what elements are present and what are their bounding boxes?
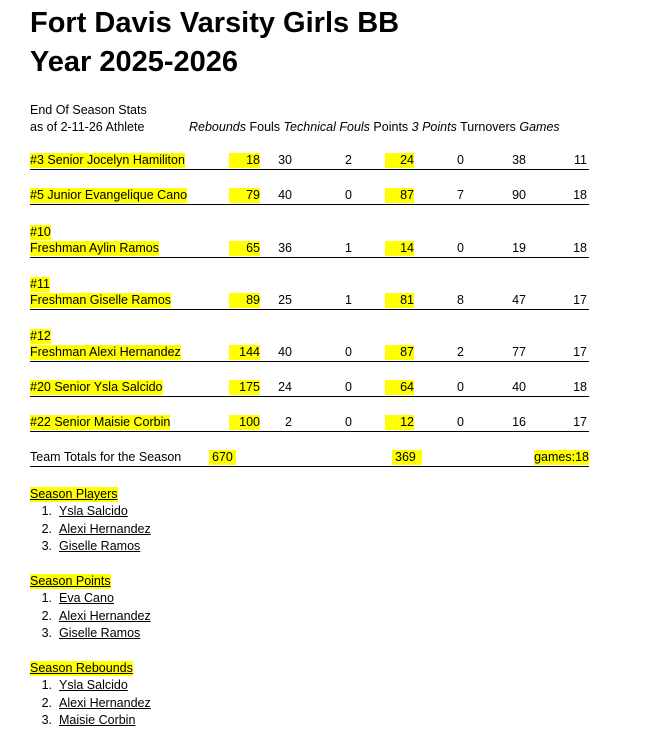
leader-name-link[interactable]: Ysla Salcido [59, 678, 128, 692]
stats-caption: End Of Season Stats [30, 103, 147, 117]
cell-3-points: 7 [457, 188, 464, 202]
cell-technical-fouls: 0 [345, 188, 352, 202]
leader-name-link[interactable]: Ysla Salcido [59, 504, 128, 518]
header-turnovers: Turnovers [460, 120, 516, 134]
leader-name-link[interactable]: Giselle Ramos [59, 539, 141, 553]
cell-turnovers: 77 [512, 345, 526, 359]
cell-rebounds: 175 [229, 380, 260, 395]
player-name: Freshman Alexi Hernandez [30, 345, 181, 359]
list-number: 1. [41, 504, 52, 518]
player-name: Freshman Aylin Ramos [30, 241, 159, 255]
page-subtitle-year: Year 2025-2026 [30, 46, 239, 78]
cell-points: 81 [385, 293, 414, 308]
cell-rebounds: 18 [229, 153, 260, 168]
list-number: 3. [41, 713, 52, 727]
cell-fouls: 40 [278, 345, 292, 359]
cell-turnovers: 38 [512, 153, 526, 167]
cell-rebounds: 65 [229, 241, 260, 256]
cell-points: 87 [385, 345, 414, 360]
header-games: Games [519, 120, 560, 134]
player-number: #11 [30, 277, 50, 291]
stats-date-athlete: as of 2-11-26 Athlete [30, 120, 145, 134]
cell-games: 17 [573, 415, 587, 429]
player-name: #20 Senior Ysla Salcido [30, 380, 163, 394]
table-row [30, 379, 589, 397]
player-name: Freshman Giselle Ramos [30, 293, 172, 307]
cell-games: 17 [573, 345, 587, 359]
table-row [30, 224, 589, 258]
cell-turnovers: 40 [512, 380, 526, 394]
cell-games: 18 [573, 188, 587, 202]
list-number: 2. [41, 695, 52, 710]
cell-technical-fouls: 0 [345, 380, 352, 394]
cell-rebounds: 100 [229, 415, 260, 430]
cell-3-points: 8 [457, 293, 464, 307]
leader-name-link[interactable]: Alexi Hernandez [59, 695, 151, 710]
cell-technical-fouls: 2 [345, 153, 352, 167]
list-number: 3. [41, 539, 52, 553]
cell-points: 64 [385, 380, 414, 395]
leader-name-link[interactable]: Giselle Ramos [59, 626, 141, 640]
table-header [189, 120, 560, 135]
cell-games: 11 [574, 153, 587, 167]
totals-points: 369 [392, 450, 422, 465]
totals-label: Team Totals for the Season [30, 450, 182, 464]
leader-name-link[interactable]: Alexi Hernandez [59, 521, 151, 536]
cell-3-points: 0 [457, 380, 464, 394]
header-points: Points [373, 120, 409, 134]
cell-technical-fouls: 0 [345, 415, 352, 429]
header-technical-fouls: Technical Fouls [283, 120, 370, 134]
cell-fouls: 25 [278, 293, 292, 307]
team-totals-row [30, 449, 589, 467]
leader-name-link[interactable]: Eva Cano [59, 591, 114, 605]
cell-technical-fouls: 1 [345, 293, 352, 307]
cell-fouls: 30 [278, 153, 292, 167]
cell-games: 17 [573, 293, 587, 307]
header-3-points: 3 Points [411, 120, 457, 134]
cell-fouls: 2 [285, 415, 292, 429]
cell-games: 18 [573, 380, 587, 394]
cell-fouls: 40 [278, 188, 292, 202]
totals-rebounds: 670 [209, 450, 236, 465]
table-row [30, 328, 589, 362]
list-number: 3. [41, 626, 52, 640]
cell-turnovers: 47 [512, 293, 526, 307]
cell-fouls: 24 [278, 380, 292, 394]
section-title: Season Points [30, 574, 111, 588]
header-rebounds: Rebounds [189, 120, 246, 134]
table-row [30, 276, 589, 310]
table-row [30, 152, 589, 170]
list-number: 2. [41, 608, 52, 623]
header-fouls: Fouls [249, 120, 281, 134]
totals-games: games:18 [534, 450, 589, 464]
cell-fouls: 36 [278, 241, 292, 255]
cell-rebounds: 79 [229, 188, 260, 203]
cell-technical-fouls: 0 [345, 345, 352, 359]
leader-name-link[interactable]: Alexi Hernandez [59, 608, 151, 623]
player-number: #10 [30, 225, 51, 239]
list-number: 1. [41, 591, 52, 605]
cell-3-points: 0 [457, 153, 464, 167]
player-name: #22 Senior Maisie Corbin [30, 415, 171, 429]
cell-points: 87 [385, 188, 414, 203]
cell-3-points: 0 [457, 415, 464, 429]
cell-technical-fouls: 1 [345, 241, 352, 255]
cell-points: 12 [385, 415, 414, 430]
player-number: #12 [30, 329, 51, 343]
cell-turnovers: 16 [512, 415, 526, 429]
list-number: 2. [41, 521, 52, 536]
table-row [30, 414, 589, 432]
player-name: #3 Senior Jocelyn Hamiliton [30, 153, 185, 167]
section-title: Season Players [30, 487, 118, 501]
cell-turnovers: 19 [512, 241, 526, 255]
cell-rebounds: 144 [229, 345, 260, 360]
cell-rebounds: 89 [229, 293, 260, 308]
cell-points: 24 [385, 153, 414, 168]
cell-games: 18 [573, 241, 587, 255]
cell-3-points: 0 [457, 241, 464, 255]
leader-name-link[interactable]: Maisie Corbin [59, 713, 136, 727]
cell-points: 14 [385, 241, 414, 256]
page-title: Fort Davis Varsity Girls BB [30, 7, 400, 39]
list-number: 1. [41, 678, 52, 692]
table-row [30, 187, 589, 205]
section-title: Season Rebounds [30, 661, 133, 675]
cell-turnovers: 90 [512, 188, 526, 202]
player-name: #5 Junior Evangelique Cano [30, 188, 188, 202]
cell-3-points: 2 [457, 345, 464, 359]
